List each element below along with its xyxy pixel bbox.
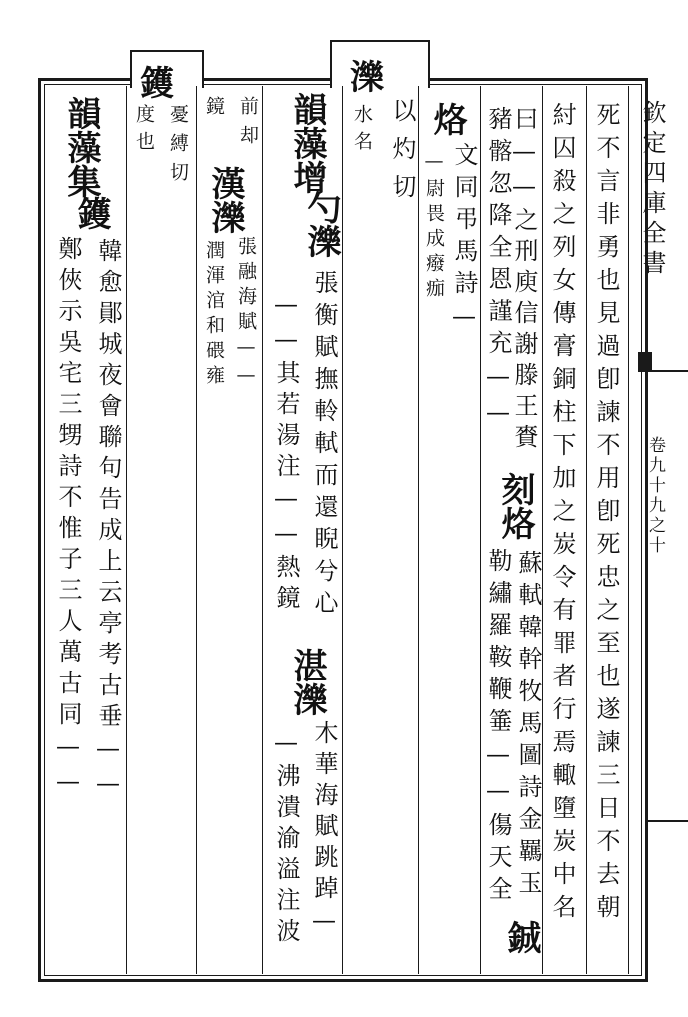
text-column: 韓愈鄖城夜會聯句告成上云亭考古垂——: [94, 238, 122, 804]
text-column: 文同弔馬詩—: [450, 142, 478, 338]
running-head-volume: 卷九十九之十: [645, 436, 665, 556]
text-column: ——其若湯注——熱鏡: [272, 290, 300, 616]
column-rule: [418, 86, 419, 974]
text-column: —尉畏成癈痂: [423, 150, 445, 303]
headword: 烙: [427, 102, 467, 136]
text-column: 以灼切: [388, 98, 416, 212]
fishtail-mark: [638, 352, 652, 372]
text-column: 張衡賦撫軨軾而還睨兮心: [310, 270, 338, 622]
text-column: 木華海賦跳踔—: [310, 720, 338, 941]
margin-rule: [640, 370, 688, 372]
text-column: 鏡: [203, 96, 225, 119]
headword: 湛濼: [287, 648, 327, 716]
headword: 韻藻集: [61, 96, 101, 198]
column-rule: [196, 86, 197, 974]
headword: 鑊: [71, 196, 111, 230]
text-column: —沸潰渝溢注波: [272, 728, 300, 949]
column-rule: [542, 86, 543, 974]
text-column: 水名: [351, 104, 373, 158]
text-column: 蘇軾韓幹牧馬圖詩金羈玉: [514, 550, 542, 902]
column-rule: [628, 86, 629, 974]
column-rule: [480, 86, 481, 974]
text-column: 鄭俠示吳宅三甥詩不惟子三人萬古同——: [54, 236, 82, 802]
header-tab-middle-char: 濼: [350, 58, 384, 98]
running-head-title: 欽定四庫全書: [638, 100, 666, 280]
column-rule: [262, 86, 263, 974]
text-column: 度也: [133, 104, 155, 158]
text-column: 張融海賦——: [235, 236, 257, 392]
headword: 刻烙: [495, 472, 535, 540]
column-rule: [126, 86, 127, 974]
margin-rule: [648, 820, 688, 822]
text-column: 死不言非勇也見過卽諫不用卽死忠之至也遂諫三日不去朝: [592, 102, 620, 927]
headword: 鋮: [501, 920, 541, 954]
headword: 勺濼: [301, 190, 341, 258]
header-tab-left-char: 鑊: [140, 64, 174, 104]
text-column: 前却: [237, 96, 259, 154]
text-column: 豬髂忽降全恩謹充——: [484, 106, 512, 434]
text-column: 曰——之刑庾信謝滕王賚: [510, 106, 538, 455]
column-rule: [586, 86, 587, 974]
column-rule: [342, 86, 343, 974]
text-column: 紂囚殺之列女傳膏銅柱下加之炭令有罪者行焉輙墮炭中名: [548, 102, 576, 927]
headword: 韻藻增: [287, 92, 327, 194]
text-column: 勒繡羅鞍鞭箠——傷天全: [484, 548, 512, 908]
headword: 漢濼: [205, 166, 245, 234]
text-column: 憂縛切: [167, 104, 189, 191]
text-column: 潤渾涫和碨雍: [203, 240, 225, 390]
